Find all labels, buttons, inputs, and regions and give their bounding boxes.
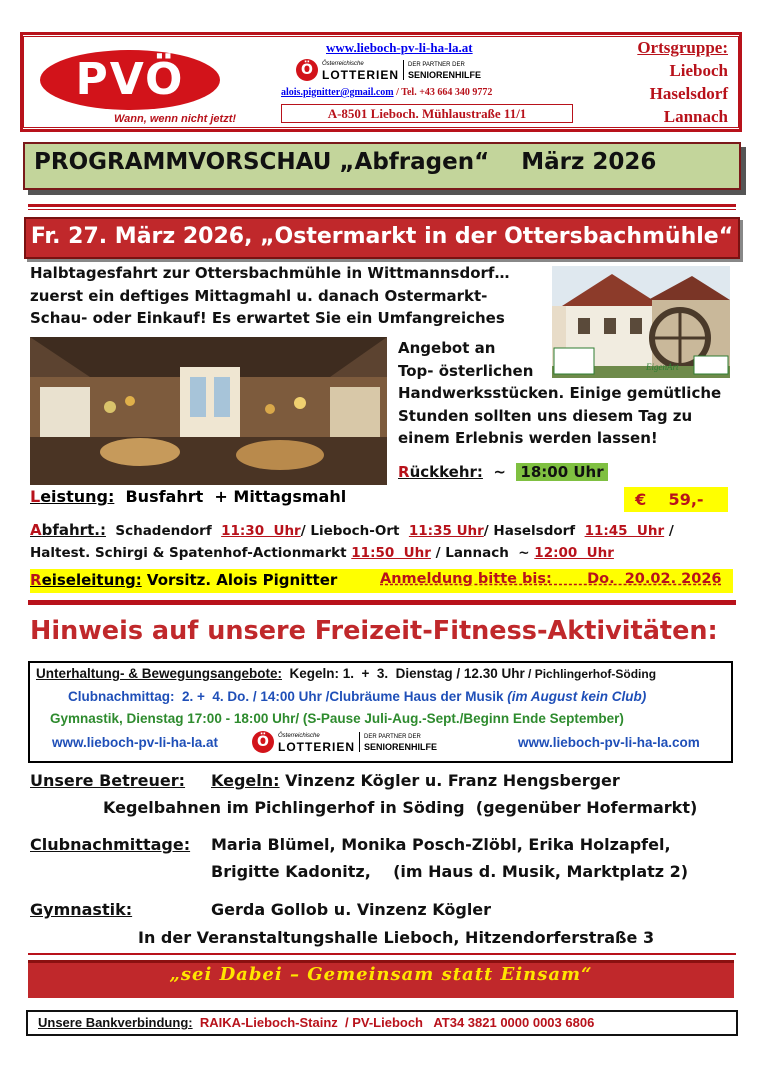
mill-brand-label: EigenArt — [646, 362, 679, 372]
leistung-label — [30, 487, 114, 506]
partner-name: SENIORENHILFE — [408, 70, 482, 80]
logo-slogan: Wann, wenn nicht jetzt! — [114, 113, 237, 125]
stop-place: Haltest. Schirgi & Spatenhof-Actionmarkt — [30, 545, 352, 561]
leistung-label-rest: eistung: — [40, 487, 115, 506]
reiseleitung-label — [30, 571, 142, 589]
gym-heading: Gymnastik: — [30, 900, 133, 919]
motto-text: „sei Dabei – Gemeinsam statt Einsam“ — [169, 964, 593, 985]
partner-small: DER PARTNER DER — [408, 62, 465, 68]
program-title: PROGRAMMVORSCHAU „Abfragen“ März 2026 — [34, 149, 657, 175]
stop-time: 11:50 Uhr — [351, 545, 431, 561]
ortsgruppe-item: Lieboch — [669, 61, 728, 80]
lotterien-name: LOTTERIEN — [278, 740, 355, 754]
betreuer-line — [30, 771, 185, 790]
reise-label-rest: eiseleitung: — [41, 571, 142, 589]
stop-time: 11:45 Uhr — [584, 523, 665, 539]
leistung-line — [30, 487, 346, 506]
email-link[interactable]: alois.pignitter@gmail.com — [281, 87, 394, 98]
divider — [28, 953, 736, 955]
activity-line-gym: Gymnastik, Dienstag 17:00 - 18:00 Uhr/ (S-Pause Juli-Aug.-Sept./Beginn Ende September) — [50, 711, 624, 726]
description-line: Angebot an — [398, 339, 496, 357]
kegeln-place: Kegelbahnen im Pichlingerhof in Söding (gegenüber Hofermarkt) — [103, 798, 698, 817]
activity-place: / Pichlingerhof-Söding — [524, 667, 657, 681]
stop-time: 11:35 Uhr — [408, 523, 484, 539]
seniorenhilfe-wordmark — [403, 60, 481, 80]
stop-place: / Lieboch-Ort — [300, 523, 409, 539]
hinweis-heading: Hinweis auf unsere Freizeit-Fitness-Aktivitäten: — [30, 616, 718, 646]
activity-value: Clubnachmittag: 2. + 4. Do. / 14:00 Uhr /Clubräume Haus der Musik — [68, 689, 508, 704]
bank-value: RAIKA-Lieboch-Stainz / PV-Lieboch AT34 3821 0000 0003 6806 — [192, 1015, 595, 1030]
return-label-rest: ückkehr: — [409, 463, 483, 481]
activity-note: (im August kein Club) — [507, 689, 647, 704]
ortsgruppe-title: Ortsgruppe: — [637, 38, 728, 57]
return-time: 18:00 Uhr — [516, 463, 607, 481]
lotterien-logo — [296, 58, 481, 82]
kegeln-value: Vinzenz Kögler u. Franz Hengsberger — [279, 771, 620, 790]
lotterien-circle-icon: Ö — [252, 731, 274, 753]
activity-line-club — [68, 689, 646, 704]
club-line-1: Maria Blümel, Monika Posch-Zlöbl, Erika Holzapfel, — [211, 835, 671, 854]
address-box: A-8501 Lieboch. Mühlaustraße 11/1 — [281, 104, 573, 123]
divider — [28, 204, 736, 207]
ortsgruppe-item: Haselsdorf — [649, 84, 728, 103]
registration-deadline: Anmeldung bitte bis: Do. 20.02. 2026 — [380, 571, 722, 587]
activities-url-right[interactable]: www.lieboch-pv-li-ha-la.com — [518, 735, 700, 750]
partner-small: DER PARTNER DER — [364, 734, 421, 740]
lotterien-logo-small — [252, 730, 437, 754]
divider — [28, 600, 736, 605]
activities-url-left[interactable]: www.lieboch-pv-li-ha-la.at — [52, 735, 219, 750]
stop-time: 12:00 Uhr — [534, 545, 614, 561]
description-line: Stunden sollten uns diesem Tag zu — [398, 406, 693, 425]
lotterien-wordmark — [278, 731, 355, 753]
gym-value: Gerda Gollob u. Vinzenz Kögler — [211, 900, 492, 919]
event-title: Fr. 27. März 2026, „Ostermarkt in der Ottersbachmühle“ — [30, 224, 734, 249]
gym-label — [30, 900, 132, 919]
phone-text: / Tel. +43 664 340 9772 — [393, 87, 493, 98]
seniorenhilfe-wordmark — [359, 732, 437, 752]
return-label — [398, 463, 483, 481]
event-description-right — [398, 337, 721, 450]
return-sep: ~ — [482, 463, 517, 481]
description-line: Top- österlichen — [398, 361, 534, 380]
leistung-initial: L — [30, 487, 41, 506]
lotterien-name: LOTTERIEN — [322, 68, 399, 82]
stop-time: 11:30 Uhr — [221, 523, 301, 539]
abfahrt-label-rest: bfahrt.: — [41, 521, 106, 539]
description-line: einem Erlebnis werden lassen! — [398, 429, 658, 447]
club-label — [30, 835, 190, 854]
stop-place: / Haselsdorf — [483, 523, 585, 539]
club-line-2: Brigitte Kadonitz, (im Haus d. Musik, Marktplatz 2) — [211, 862, 689, 881]
contact-line — [281, 87, 492, 98]
stop-place: Schadendorf — [105, 523, 222, 539]
gym-place: In der Veranstaltungshalle Lieboch, Hitzendorferstraße 3 — [138, 928, 655, 947]
activity-value: Kegeln: 1. + 3. Dienstag / 12.30 Uhr — [282, 666, 525, 681]
lotterien-wordmark — [322, 59, 399, 81]
reiseleitung-line — [30, 571, 337, 589]
departure-line-2 — [30, 545, 614, 561]
easter-market-photo — [30, 337, 387, 485]
description-line: zuerst ein deftiges Mittagmahl u. danach Ostermarkt- — [30, 286, 488, 305]
lotterien-circle-icon: Ö — [296, 59, 318, 81]
partner-name: SENIORENHILFE — [364, 742, 438, 752]
event-description-top — [30, 262, 509, 330]
leistung-value: Busfahrt + Mittagsmahl — [114, 487, 347, 506]
reise-value: Vorsitz. Alois Pignitter — [141, 571, 338, 589]
lotterien-small: Österreichische — [278, 733, 320, 739]
bank-label: Unsere Bankverbindung: — [38, 1015, 193, 1030]
kegeln-line — [211, 771, 620, 790]
betreuer-heading: Unsere Betreuer: — [30, 771, 186, 790]
kegeln-label: Kegeln: — [211, 771, 280, 790]
stop-place: / — [664, 523, 674, 539]
activity-line-kegeln — [36, 666, 656, 681]
header-website-link[interactable]: www.lieboch-pv-li-ha-la.at — [326, 40, 473, 55]
abfahrt-label — [30, 521, 106, 539]
stop-place: / Lannach ~ — [430, 545, 535, 561]
reise-initial: R — [30, 571, 42, 589]
activity-label: Unterhaltung- & Bewegungsangebote: — [36, 666, 282, 681]
abfahrt-initial: A — [30, 521, 42, 539]
description-line: Schau- oder Einkauf! Es erwartet Sie ein Umfangreiches — [30, 309, 505, 327]
ortsgruppe-list — [594, 36, 728, 128]
lotterien-small: Österreichische — [322, 61, 364, 67]
description-line: Handwerksstücken. Einige gemütliche — [398, 384, 722, 402]
price-badge: € 59,- — [624, 487, 728, 512]
return-initial: R — [398, 463, 410, 481]
description-line: Halbtagesfahrt zur Ottersbachmühle in Wittmannsdorf… — [30, 264, 510, 282]
pvoe-logo: PVÖ — [40, 50, 220, 110]
divider-thin — [28, 209, 736, 210]
bank-line — [38, 1015, 594, 1030]
ortsgruppe-item: Lannach — [663, 107, 728, 126]
return-line — [398, 461, 608, 484]
departure-line-1 — [30, 521, 674, 539]
club-heading: Clubnachmittage: — [30, 835, 191, 854]
